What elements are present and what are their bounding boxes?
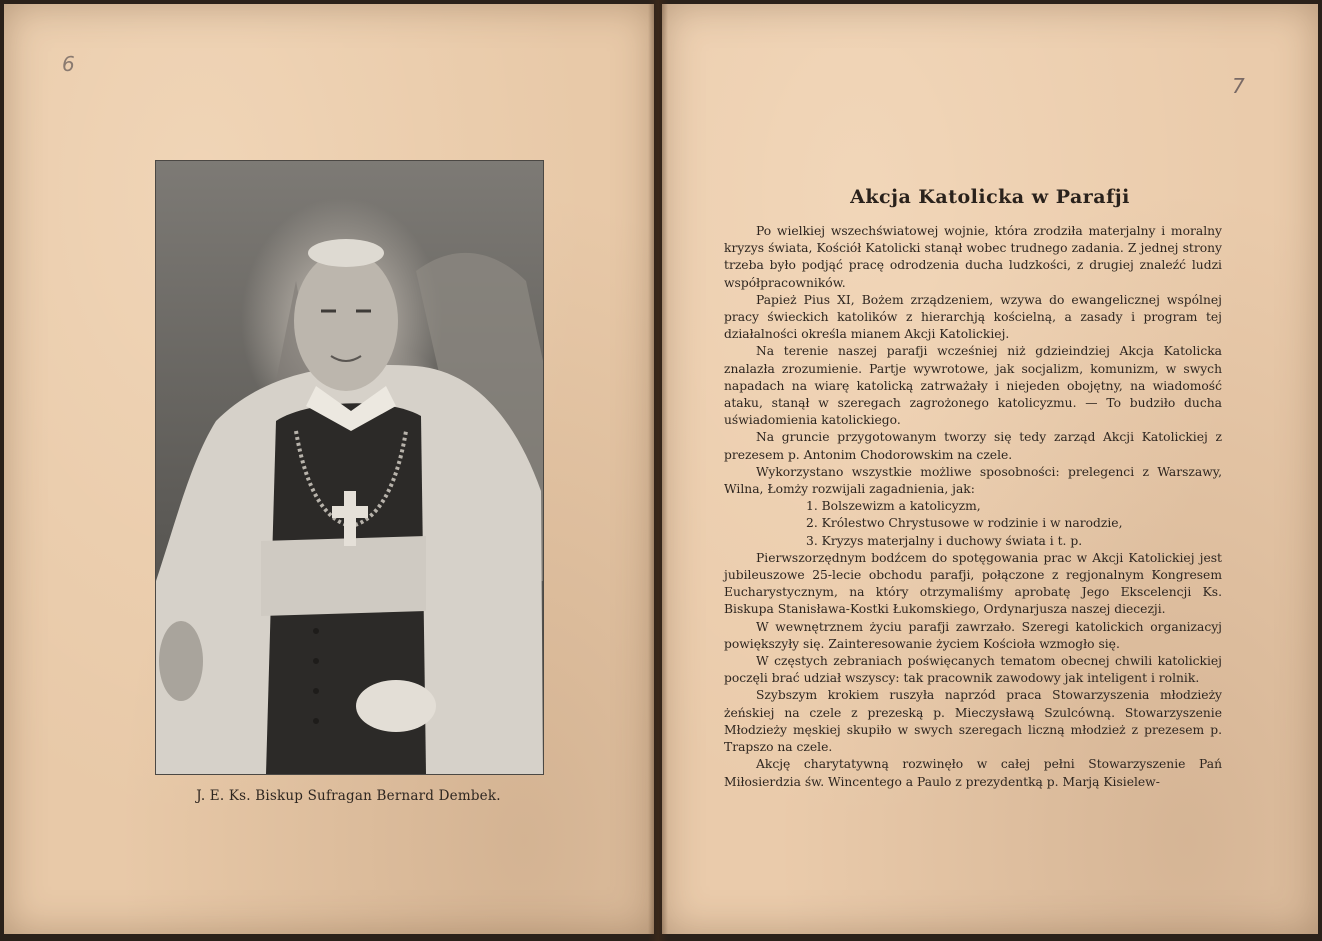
paragraph: Pierwszorzędnym bodźcem do spotęgowania prac w Akcji Katolickiej jest jubileuszowe 25-lecie obchodu parafji, połączone z regjonalnym Kongresem Eucharystycznym, na który otrzymaliśmy aprobatę Jego Ekscelencji Ks. Biskupa Stanisława-Kostki Łukomskiego, Ordynarjusza naszej diecezji. bbox=[724, 550, 1222, 617]
left-page-number: 6 bbox=[62, 52, 75, 76]
book-gutter bbox=[648, 0, 668, 941]
list-item: 1. Bolszewizm a katolicyzm, bbox=[806, 499, 981, 514]
article-title: Akcja Katolicka w Parafji bbox=[850, 186, 1130, 208]
paragraph: Wykorzystano wszystkie możliwe sposobności: prelegenci z Warszawy, Wilna, Łomży rozwijali zagadnienia, jak: bbox=[724, 464, 1222, 497]
paragraph: Akcję charytatywną rozwinęło w całej pełni Stowarzyszenie Pań Miłosierdzia św. Wincentego a Paulo z prezydentką p. Marją Kisielew- bbox=[724, 757, 1222, 789]
paragraph: W częstych zebraniach poświęcanych tematom obecnej chwili katolickiej poczęli brać udział wszyscy: tak pracownik zawodowy jak inteligent i rolnik. bbox=[724, 654, 1222, 686]
topic-list bbox=[724, 498, 1222, 550]
paragraph: Papież Pius XI, Bożem zrządzeniem, wzywa do ewangelicznej wspólnej pracy świeckich katolików z hierarchją kościelną, a zasady i program tej działalności określa mianem Akcji Katolickiej. bbox=[724, 292, 1222, 342]
list-item: 2. Królestwo Chrystusowe w rodzinie i w narodzie, bbox=[806, 516, 1123, 531]
photo-caption: J. E. Ks. Biskup Sufragan Bernard Dembek. bbox=[196, 788, 501, 804]
paragraph: Szybszym krokiem ruszyła naprzód praca Stowarzyszenia młodzieży żeńskiej na czele z prezeską p. Mieczysławą Szulcówną. Stowarzyszenie Młodzieży męskiej skupiło w swych szeregach liczną młodzież z prezesem p. Trapszo na czele. bbox=[724, 688, 1222, 755]
right-page-number: 7 bbox=[1232, 74, 1245, 98]
bishop-portrait-photo bbox=[155, 160, 544, 775]
paragraph: Na gruncie przygotowanym tworzy się tedy zarząd Akcji Katolickiej z prezesem p. Antonim Chodorowskim na czele. bbox=[724, 430, 1222, 462]
article-body bbox=[724, 223, 1222, 791]
paragraph: Po wielkiej wszechświatowej wojnie, która zrodziła materjalny i moralny kryzys świata, Kościół Katolicki stanął wobec trudnego zadania. Z jednej strony trzeba było podjąć pracę odrodzenia ducha ludzkości, z drugiej znaleźć ludzi współpracowników. bbox=[724, 224, 1222, 290]
paragraph: W wewnętrznem życiu parafji zawrzało. Szeregi katolickich organizacyj powiększyły się. Zainteresowanie życiem Kościoła wzmogło się. bbox=[724, 619, 1222, 651]
list-item: 3. Kryzys materjalny i duchowy świata i t. p. bbox=[806, 533, 1083, 548]
portrait-figure-icon bbox=[156, 161, 543, 774]
paragraph: Na terenie naszej parafji wcześniej niż gdzieindziej Akcja Katolicka znalazła zrozumienie. Partje wywrotowe, jak socjalizm, komunizm, w swych napadach na wiarę katolicką zatrważały i niejeden obojętny, na wiadomość ataku, stanął w szeregach zagrożonego katolicyzmu. — To budziło ducha uświadomienia katolickiego. bbox=[724, 344, 1222, 428]
